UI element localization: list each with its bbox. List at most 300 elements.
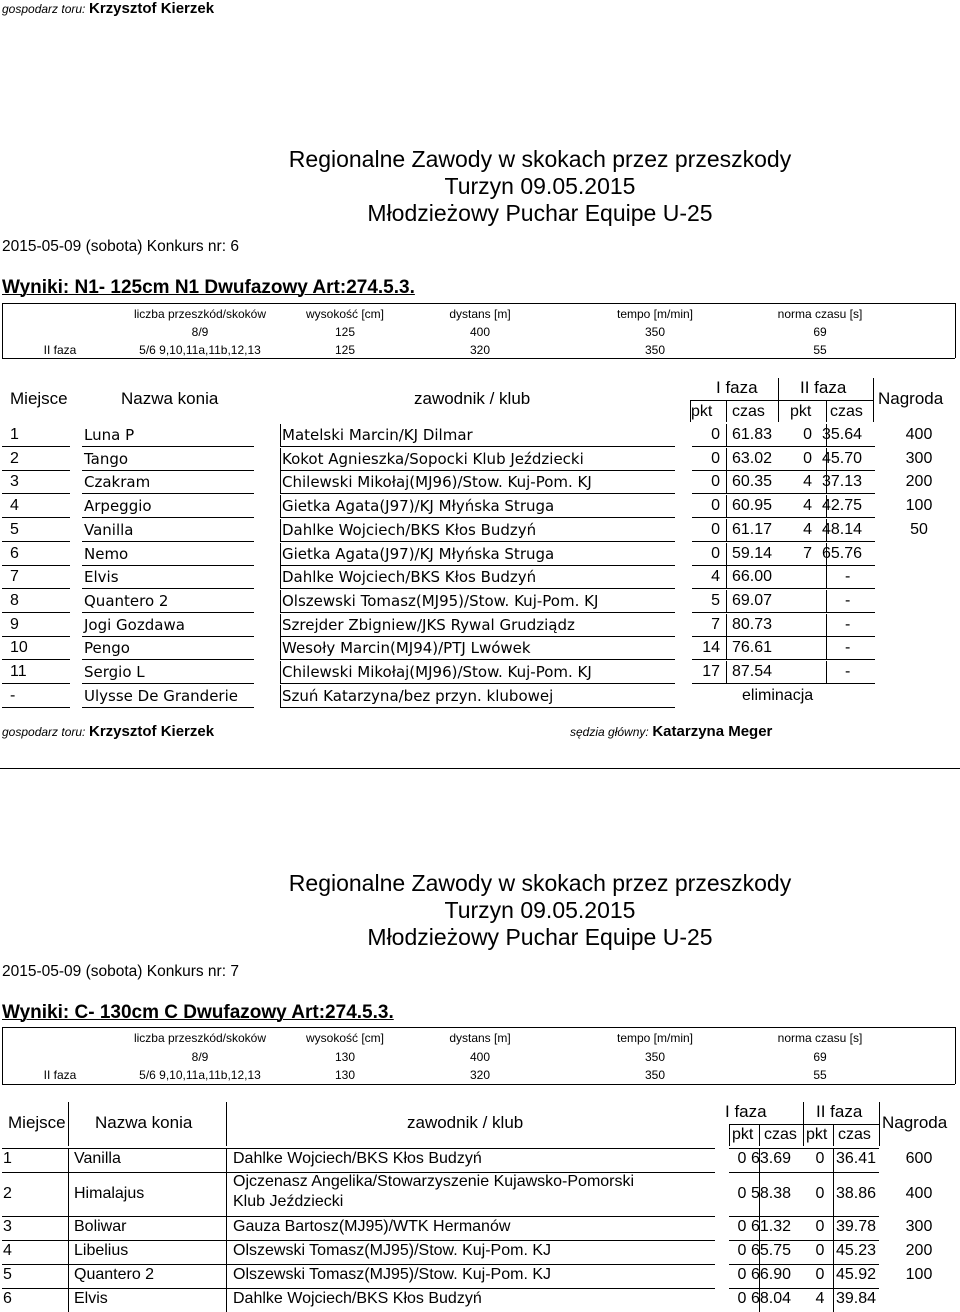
cell-border — [280, 446, 675, 447]
cell-border — [2, 1172, 68, 1173]
cell-pkt2: 7 — [803, 545, 812, 562]
param-value: 125 — [334, 325, 356, 339]
param-row-label: II faza — [43, 1068, 77, 1082]
cell-border — [826, 637, 827, 659]
cell-pkt2: 0 — [815, 1218, 825, 1235]
cell-time2: - — [845, 639, 851, 656]
cell-rider: Gietka Agata(J97)/KJ Młyńska Struga — [282, 545, 555, 563]
cell-border — [82, 446, 254, 447]
header-place: Miejsce — [10, 389, 68, 408]
cell-pkt2: 4 — [803, 473, 812, 490]
cell-place: 4 — [3, 1242, 12, 1259]
cell-border — [759, 1148, 760, 1172]
cell-border — [833, 1216, 834, 1240]
cell-border — [226, 1264, 715, 1265]
cell-border — [82, 588, 254, 589]
cell-border — [280, 448, 281, 470]
cell-border — [759, 1172, 760, 1216]
cell-pkt2: 0 — [815, 1266, 825, 1283]
param-value: 55 — [813, 1068, 827, 1082]
cell-horse: Ulysse De Granderie — [84, 687, 238, 705]
param-value: 350 — [644, 343, 666, 357]
cell-border — [726, 519, 727, 541]
header-phase2: II faza — [800, 378, 847, 397]
param-header: dystans [m] — [449, 1031, 511, 1045]
cell-time1: 58.38 — [751, 1185, 792, 1202]
cell-border — [692, 588, 875, 589]
table-row — [0, 661, 960, 685]
header-czas: czas — [830, 403, 863, 420]
cell-border — [280, 471, 281, 493]
cell-border — [280, 614, 281, 636]
cell-time1: 87.54 — [732, 663, 773, 680]
cell-time2: - — [845, 616, 851, 633]
cell-border — [226, 1240, 227, 1264]
cell-border — [68, 1172, 226, 1173]
cell-border — [726, 566, 727, 588]
cell-horse: Himalajus — [74, 1185, 145, 1202]
cell-border — [226, 1288, 715, 1289]
cell-rider: Dahlke Wojciech/BKS Kłos Budzyń — [233, 1290, 482, 1307]
cell-time2: 39.78 — [836, 1218, 877, 1235]
cell-border — [226, 1288, 227, 1312]
cell-time2: 45.92 — [836, 1266, 877, 1283]
cell-rider: Wesoły Marcin(MJ94)/PTJ Lwówek — [282, 639, 531, 657]
cell-time2: 37.13 — [822, 473, 863, 490]
cell-time2: 45.70 — [822, 450, 863, 467]
cell-rider: Ojczenasz Angelika/Stowarzyszenie Kujawsko-Pomorski — [233, 1173, 635, 1190]
table-row — [0, 424, 960, 448]
cell-border — [726, 424, 727, 446]
cell-border — [68, 1240, 226, 1241]
param-value: 8/9 — [191, 325, 209, 339]
cell-prize: 400 — [905, 1185, 933, 1202]
cell-border — [226, 1148, 227, 1172]
cell-place: 3 — [10, 473, 19, 490]
competition-date-line: 2015-05-09 (sobota) Konkurs nr: 7 — [2, 963, 239, 980]
cell-border — [68, 1216, 69, 1240]
param-header: norma czasu [s] — [777, 1031, 863, 1045]
cell-border — [2, 493, 70, 494]
cell-pkt1: 0 — [737, 1185, 747, 1202]
cell-horse: Libelius — [74, 1242, 129, 1259]
competition-results-title: Wyniki: C- 130cm C Dwufazowy Art:274.5.3. — [2, 1002, 394, 1023]
cell-pkt1: 0 — [711, 497, 720, 514]
cell-border — [759, 1264, 760, 1288]
cell-time1: 60.95 — [732, 497, 773, 514]
cell-horse: Vanilla — [84, 521, 134, 539]
param-value: 69 — [813, 1050, 827, 1064]
judge-line — [570, 723, 772, 740]
cell-time1: 76.61 — [732, 639, 773, 656]
param-header: tempo [m/min] — [616, 307, 694, 321]
cell-time1: 63.02 — [732, 450, 773, 467]
cell-rider: Olszewski Tomasz(MJ95)/Stow. Kuj-Pom. KJ — [233, 1242, 552, 1259]
cell-border — [68, 1264, 69, 1288]
header-place: Miejsce — [8, 1113, 66, 1132]
cell-border — [280, 519, 281, 541]
cell-pkt2: 4 — [803, 521, 812, 538]
cell-horse: Nemo — [84, 545, 129, 563]
cell-pkt1: 0 — [737, 1150, 747, 1167]
cell-horse: Elvis — [84, 568, 119, 586]
cell-place: 9 — [10, 616, 19, 633]
header-pkt: pkt — [806, 1126, 828, 1143]
cell-place: 11 — [10, 663, 27, 680]
judge-label: sędzia główny: — [570, 725, 649, 739]
cell-border — [826, 543, 827, 565]
param-value: 400 — [469, 1050, 491, 1064]
cell-border — [68, 1148, 226, 1149]
cell-pkt1: 7 — [711, 616, 720, 633]
cell-border — [280, 612, 675, 613]
cell-place: 6 — [10, 545, 19, 562]
cell-place: 5 — [3, 1266, 12, 1283]
cell-border — [82, 707, 254, 708]
cell-border — [692, 541, 875, 542]
cell-horse: Czakram — [84, 473, 151, 491]
cell-rider: Dahlke Wojciech/BKS Kłos Budzyń — [282, 568, 537, 586]
cell-rider: Kokot Agnieszka/Sopocki Klub Jeździecki — [282, 450, 584, 468]
table-row — [0, 1264, 960, 1288]
cell-place: 10 — [10, 639, 28, 656]
cell-border — [833, 1240, 834, 1264]
cell-pkt2: 4 — [815, 1290, 825, 1307]
cell-time2: 45.23 — [836, 1242, 877, 1259]
cell-border — [726, 471, 727, 493]
cell-time1: 60.35 — [732, 473, 773, 490]
cell-border — [2, 1216, 68, 1217]
cell-border — [729, 1240, 879, 1241]
cell-pkt2: 0 — [815, 1242, 825, 1259]
competition-results-title: Wyniki: N1- 125cm N1 Dwufazowy Art:274.5.3. — [2, 277, 415, 298]
cell-border — [726, 448, 727, 470]
cell-border — [226, 1264, 227, 1288]
cell-border — [826, 448, 827, 470]
cell-border — [759, 1216, 760, 1240]
cell-rider: Dahlke Wojciech/BKS Kłos Budzyń — [233, 1150, 482, 1167]
host-name: Krzysztof Kierzek — [89, 0, 215, 17]
param-value: 350 — [644, 1050, 666, 1064]
cell-border — [692, 683, 875, 684]
cell-border — [226, 1148, 715, 1149]
cell-time1: 61.32 — [751, 1218, 792, 1235]
cell-pkt1: 0 — [711, 473, 720, 490]
cell-place: 3 — [3, 1218, 12, 1235]
cell-prize: 100 — [905, 1266, 933, 1283]
cell-pkt2: 0 — [803, 426, 812, 443]
cell-border — [280, 685, 281, 707]
cell-border — [833, 1288, 834, 1312]
param-value: 5/6 9,10,11a,11b,12,13 — [139, 1068, 261, 1082]
cell-place: 4 — [10, 497, 19, 514]
cell-place: 2 — [10, 450, 19, 467]
cell-rider: Gietka Agata(J97)/KJ Młyńska Struga — [282, 497, 555, 515]
cell-border — [280, 707, 675, 708]
cell-border — [280, 683, 675, 684]
cell-border — [833, 1264, 834, 1288]
cell-border — [280, 637, 281, 659]
header-rider: zawodnik / klub — [414, 389, 531, 408]
cell-pkt1: 0 — [711, 426, 720, 443]
table-row — [0, 614, 960, 638]
cell-border — [833, 1172, 834, 1216]
cell-border — [692, 493, 875, 494]
cell-pkt1: 0 — [737, 1218, 747, 1235]
param-value: 400 — [469, 325, 491, 339]
cell-border — [726, 661, 727, 683]
cell-prize: 200 — [905, 1242, 933, 1259]
cell-border — [726, 637, 727, 659]
cell-border — [280, 590, 281, 612]
table-row — [0, 1148, 960, 1172]
param-header: wysokość [cm] — [305, 1031, 384, 1045]
cell-border — [729, 1172, 879, 1173]
cell-border — [759, 1240, 760, 1264]
cell-horse: Boliwar — [74, 1218, 127, 1235]
header-pkt: pkt — [732, 1126, 754, 1143]
cell-border — [68, 1216, 226, 1217]
cell-rider: Matelski Marcin/KJ Dilmar — [282, 426, 473, 444]
cell-border — [68, 1240, 69, 1264]
header-horse: Nazwa konia — [95, 1113, 193, 1132]
header-horse: Nazwa konia — [121, 389, 219, 408]
cell-horse: Sergio L — [84, 663, 145, 681]
cell-time2: 65.76 — [822, 545, 863, 562]
param-value: 320 — [469, 1068, 491, 1082]
cell-time2: - — [845, 592, 851, 609]
cell-border — [729, 1264, 879, 1265]
cell-place: - — [10, 687, 16, 704]
table-row — [0, 590, 960, 614]
cell-border — [833, 1148, 834, 1172]
cell-horse: Elvis — [74, 1290, 108, 1307]
cell-rider: Chilewski Mikołaj(MJ96)/Stow. Kuj-Pom. KJ — [282, 473, 592, 491]
cell-border — [280, 495, 281, 517]
cell-border — [68, 1148, 69, 1172]
event-title: Regionalne Zawody w skokach przez przeszkody — [288, 870, 792, 896]
cell-border — [726, 495, 727, 517]
cell-time1: 66.90 — [751, 1266, 792, 1283]
cell-horse: Vanilla — [74, 1150, 121, 1167]
param-header: norma czasu [s] — [777, 307, 863, 321]
header-pkt: pkt — [790, 403, 812, 420]
cell-border — [226, 1240, 715, 1241]
cell-border — [726, 590, 727, 612]
cell-time1: 66.00 — [732, 568, 773, 585]
param-value: 130 — [334, 1068, 356, 1082]
cell-rider: Olszewski Tomasz(MJ95)/Stow. Kuj-Pom. KJ — [233, 1266, 552, 1283]
event-place-date: Turzyn 09.05.2015 — [444, 173, 636, 199]
cell-pkt1: 17 — [702, 663, 720, 680]
host-label: gospodarz toru: — [2, 725, 86, 739]
cell-border — [2, 541, 70, 542]
cell-pkt1: 14 — [702, 639, 720, 656]
cell-border — [280, 517, 675, 518]
cell-rider: Szuń Katarzyna/bez przyn. klubowej — [282, 687, 554, 705]
table-row — [0, 448, 960, 472]
table-row — [0, 495, 960, 519]
cell-time1: 65.75 — [751, 1242, 792, 1259]
cell-place: 7 — [10, 568, 19, 585]
cell-time1: 80.73 — [732, 616, 773, 633]
cell-border — [726, 614, 727, 636]
cell-border — [2, 1240, 68, 1241]
header-phase1: I faza — [725, 1102, 767, 1121]
cell-place: 8 — [10, 592, 19, 609]
cell-horse: Quantero 2 — [84, 592, 169, 610]
cell-border — [68, 1172, 69, 1216]
cell-border — [226, 1172, 227, 1216]
cell-border — [280, 541, 675, 542]
cell-rider: Chilewski Mikołaj(MJ96)/Stow. Kuj-Pom. KJ — [282, 663, 592, 681]
cell-time2: 42.75 — [822, 497, 863, 514]
cell-border — [226, 1216, 715, 1217]
cell-time2: - — [845, 568, 851, 585]
header-prize: Nagroda — [882, 1113, 948, 1132]
cell-border — [82, 493, 254, 494]
cell-horse: Tango — [84, 450, 129, 468]
cell-rider: Szrejder Zbigniew/JKS Rywal Grudziądz — [282, 616, 575, 634]
cell-time1: 68.04 — [751, 1290, 792, 1307]
param-value: 8/9 — [191, 1050, 209, 1064]
cell-border — [729, 1288, 879, 1289]
header-czas: czas — [838, 1126, 871, 1143]
cell-pkt1: 4 — [711, 568, 720, 585]
cell-border — [2, 588, 70, 589]
cell-border — [826, 424, 827, 446]
cell-status: eliminacja — [742, 687, 814, 704]
param-value: 55 — [813, 343, 827, 357]
cell-pkt1: 0 — [737, 1266, 747, 1283]
cell-border — [280, 661, 281, 683]
header-phase1: I faza — [716, 378, 758, 397]
cell-border — [2, 446, 70, 447]
cell-border — [2, 659, 70, 660]
table-row — [0, 1216, 960, 1240]
param-value: 350 — [644, 325, 666, 339]
param-header: liczba przeszkód/skoków — [133, 307, 267, 321]
competition-date-line: 2015-05-09 (sobota) Konkurs nr: 6 — [2, 238, 239, 255]
cell-horse: Quantero 2 — [74, 1266, 155, 1283]
cell-border — [2, 1288, 68, 1289]
cell-border — [2, 1264, 68, 1265]
cell-pkt1: 0 — [711, 545, 720, 562]
table-row — [0, 543, 960, 567]
param-value: 320 — [469, 343, 491, 357]
cell-border — [82, 612, 254, 613]
cell-time2: 35.64 — [822, 426, 863, 443]
cell-time1: 61.17 — [732, 521, 773, 538]
header-pkt: pkt — [691, 403, 713, 420]
cell-border — [826, 566, 827, 588]
cell-border — [280, 424, 281, 446]
cell-pkt2: 0 — [815, 1150, 825, 1167]
param-header: liczba przeszkód/skoków — [133, 1031, 267, 1045]
cell-prize: 300 — [905, 450, 933, 467]
cell-border — [826, 471, 827, 493]
param-value: 69 — [813, 325, 827, 339]
cell-border — [826, 614, 827, 636]
cell-place: 1 — [10, 426, 19, 443]
cell-border — [280, 588, 675, 589]
cell-border — [2, 683, 70, 684]
cell-border — [826, 661, 827, 683]
cell-border — [692, 446, 875, 447]
cell-time2: 39.84 — [836, 1290, 877, 1307]
cell-border — [826, 590, 827, 612]
cell-pkt2: 4 — [803, 497, 812, 514]
cell-time1: 63.69 — [751, 1150, 792, 1167]
table-row — [0, 637, 960, 661]
header-czas: czas — [732, 403, 765, 420]
host-line — [2, 723, 214, 740]
event-series: Młodzieżowy Puchar Equipe U-25 — [367, 924, 713, 950]
host-label: gospodarz toru: — [2, 2, 86, 16]
cell-border — [280, 543, 281, 565]
cell-rider: Dahlke Wojciech/BKS Kłos Budzyń — [282, 521, 537, 539]
page-separator — [0, 768, 960, 769]
table-row — [0, 471, 960, 495]
cell-border — [68, 1288, 226, 1289]
header-rider: zawodnik / klub — [407, 1113, 524, 1132]
header-czas: czas — [764, 1126, 797, 1143]
header-phase2: II faza — [816, 1102, 863, 1121]
cell-time2: - — [845, 663, 851, 680]
cell-border — [68, 1264, 226, 1265]
cell-place: 5 — [10, 521, 19, 538]
table-row — [0, 685, 960, 709]
param-header: wysokość [cm] — [305, 307, 384, 321]
param-row-label: II faza — [43, 343, 77, 357]
param-value: 350 — [644, 1068, 666, 1082]
cell-pkt1: 5 — [711, 592, 720, 609]
cell-border — [82, 517, 254, 518]
cell-rider: Olszewski Tomasz(MJ95)/Stow. Kuj-Pom. KJ — [282, 592, 599, 610]
cell-border — [826, 519, 827, 541]
cell-prize: 50 — [910, 521, 928, 538]
cell-horse: Pengo — [84, 639, 130, 657]
cell-border — [82, 541, 254, 542]
cell-time1: 69.07 — [732, 592, 773, 609]
cell-border — [68, 1288, 69, 1312]
cell-place: 1 — [3, 1150, 12, 1167]
cell-place: 6 — [3, 1290, 12, 1307]
cell-pkt1: 0 — [737, 1290, 747, 1307]
cell-border — [2, 1148, 68, 1149]
event-series: Młodzieżowy Puchar Equipe U-25 — [367, 200, 713, 226]
cell-border — [226, 1216, 227, 1240]
param-value: 5/6 9,10,11a,11b,12,13 — [139, 343, 261, 357]
cell-border — [2, 612, 70, 613]
cell-pkt2: 0 — [815, 1185, 825, 1202]
cell-border — [280, 659, 675, 660]
cell-prize: 400 — [905, 426, 933, 443]
cell-border — [82, 683, 254, 684]
cell-border — [692, 659, 875, 660]
cell-time1: 61.83 — [732, 426, 773, 443]
table-row — [0, 1240, 960, 1264]
param-header: dystans [m] — [449, 307, 511, 321]
cell-pkt1: 0 — [737, 1242, 747, 1259]
cell-pkt2: 0 — [803, 450, 812, 467]
judge-name: Katarzyna Meger — [652, 723, 773, 740]
table-row — [0, 519, 960, 543]
cell-place: 2 — [3, 1185, 12, 1202]
cell-prize: 100 — [905, 497, 933, 514]
cell-horse: Luna P — [84, 426, 135, 444]
cell-prize: 600 — [905, 1150, 933, 1167]
